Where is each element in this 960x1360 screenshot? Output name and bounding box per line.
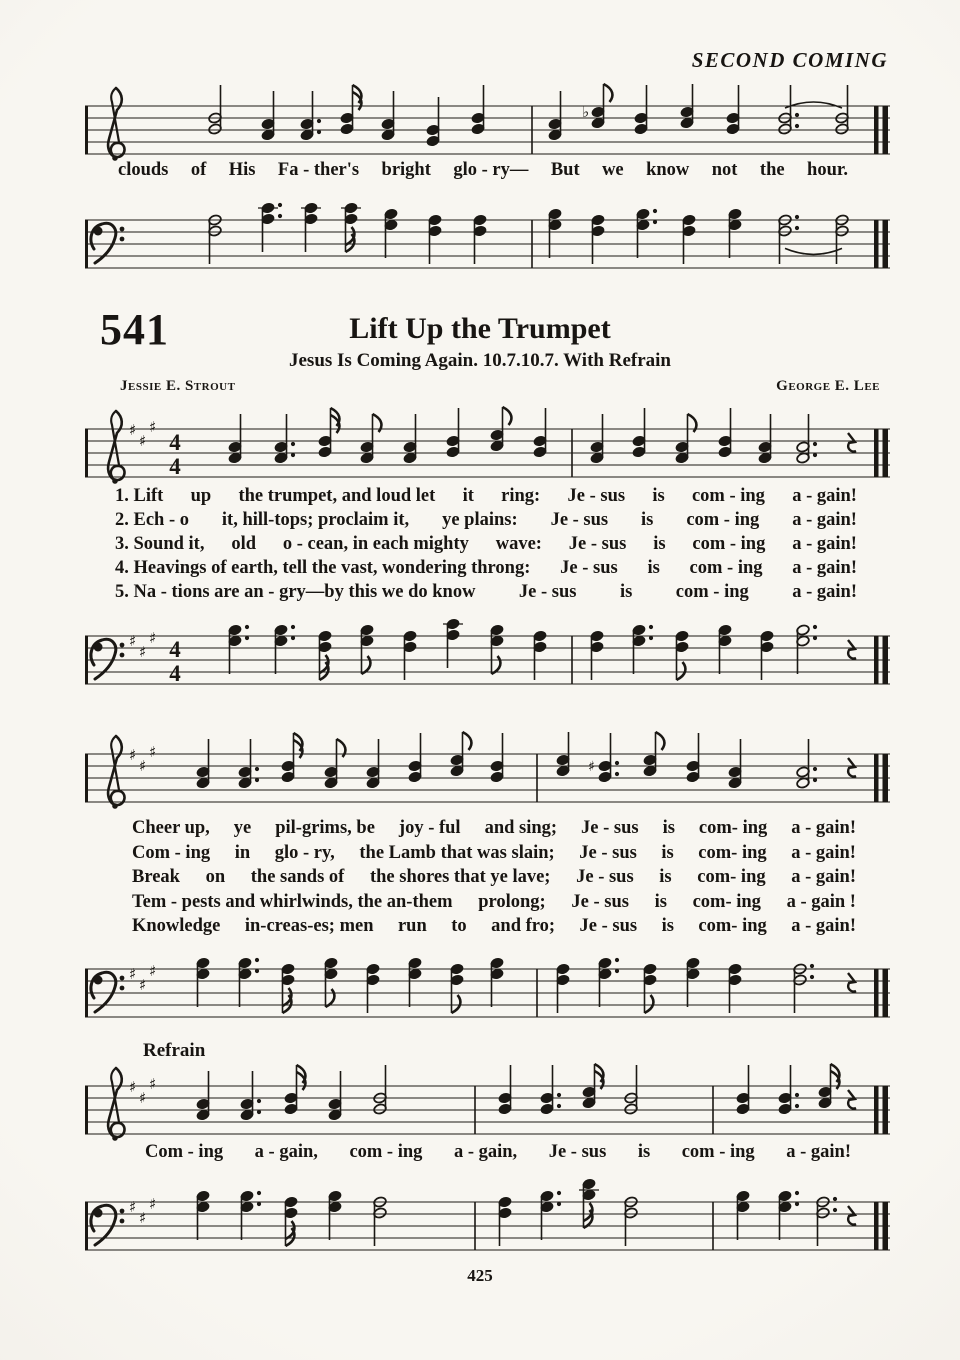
lyric-token: a - gain! [792,558,857,578]
lyric-token: a - gain! [792,486,857,506]
lyric-token: a - gain ! [786,892,856,912]
lyric-token: is [653,534,666,554]
lyric-token: Com - ing [132,843,211,863]
lyric-token: and fro; [491,916,556,936]
verse2-line-1 [132,818,856,839]
verse-line-5 [115,582,857,603]
lyric-token: is [641,510,654,530]
svg-text:♯: ♯ [149,743,157,761]
hymn-number: 541 [100,305,169,354]
svg-text:4: 4 [169,454,181,479]
lyric-token: prolong; [478,892,546,912]
lyric-token: is [659,867,672,887]
lyric-token: know [646,160,690,180]
svg-text:♭: ♭ [582,103,590,121]
lyric-line-continuation [118,160,848,181]
lyric-token: the shores that ye lave; [369,867,551,887]
lyric-token: 5. Na - tions are an - gry—by this we do know [115,582,476,602]
lyric-token: is [662,818,675,838]
verse2-line-5 [132,916,856,937]
lyric-token: run [397,916,427,936]
verse-line-2 [115,510,857,531]
lyric-token: com- ing [692,892,761,912]
svg-text:♯: ♯ [139,757,147,775]
lyric-token: ring: [501,486,541,506]
lyric-token: pil-grims, be [275,818,375,838]
lyric-token: Cheer up, [132,818,210,838]
lyric-token: glo - ry, [274,843,335,863]
lyric-token: a - gain! [791,818,856,838]
lyric-token: is [661,916,674,936]
lyric-token: com - ing [349,1142,423,1162]
svg-text:4: 4 [169,430,181,455]
lyric-token: Break [132,867,180,887]
verse-line-4 [115,558,857,579]
lyric-token: 3. Sound it, [115,534,205,554]
lyric-token: glo - ry— [453,160,529,180]
lyric-token: com - ing [686,510,760,530]
svg-text:♯: ♯ [139,1089,147,1107]
lyric-token: it [462,486,474,506]
lyric-token: Fa - ther's [277,160,360,180]
hymn-meter-subtitle: Jesus Is Coming Again. 10.7.10.7. With Refrain [289,350,671,371]
lyric-token: a - gain! [792,534,857,554]
lyric-token: ye plains: [442,510,518,530]
lyric-token: com- ing [698,916,767,936]
staff-verse-treble [85,405,890,493]
verse2-line-3 [132,867,856,888]
lyric-token: com - ing [675,582,749,602]
lyric-token: Je - sus [581,818,639,838]
lyric-token: Je - sus [571,892,629,912]
lyric-token: is [637,1142,651,1162]
lyric-token: Tem - pests and whirlwinds, the an-them [132,892,453,912]
lyric-token: a - gain! [786,1142,851,1162]
svg-text:♯: ♯ [139,976,147,994]
lyric-token: a - gain, [453,1142,518,1162]
lyric-token: com- ing [698,843,767,863]
svg-text:♯: ♯ [149,629,157,647]
lyric-token: is [654,892,667,912]
lyric-token: Je - sus [567,486,626,506]
lyric-token: the sands of [250,867,345,887]
verse-line-1 [115,486,857,507]
lyric-token: is [647,558,660,578]
lyric-token: old [231,534,256,554]
lyric-line-refrain [145,1142,851,1163]
lyric-token: 4. Heavings of earth, tell the vast, wondering throng: [115,558,531,578]
lyric-token: joy - ful [398,818,461,838]
lyric-token: it, hill-tops; proclaim it, [221,510,410,530]
author-composer: George E. Lee [776,378,880,394]
svg-text:4: 4 [169,661,181,686]
lyric-token: Je - sus [548,1142,607,1162]
svg-text:♯: ♯ [129,1078,137,1096]
lyric-token: com - ing [681,1142,755,1162]
lyric-token: is [661,843,674,863]
lyric-token: wave: [495,534,542,554]
refrain-label: Refrain [143,1040,206,1061]
svg-text:♯: ♯ [588,759,595,775]
staff-continuation-bass [85,196,890,284]
svg-text:♯: ♯ [129,1198,137,1216]
lyric-token: o - cean, in each mighty [282,534,469,554]
lyric-token: the Lamb that was slain; [359,843,555,863]
svg-text:♯: ♯ [129,746,137,764]
staff-verse-bass [85,612,890,700]
lyric-token: to [451,916,467,936]
lyric-token: and sing; [484,818,558,838]
staff-verse2-bass [85,945,890,1033]
lyric-token: not [711,160,738,180]
svg-text:♯: ♯ [129,965,137,983]
lyric-token: Je - sus [518,582,577,602]
staff-continuation-treble [85,82,890,170]
lyric-token: in [234,843,251,863]
svg-text:♯: ♯ [139,432,147,450]
staff-refrain-treble [85,1062,890,1150]
lyric-token: Je - sus [579,916,638,936]
lyric-token: bright [381,160,431,180]
lyric-token: 1. Lift [115,486,164,506]
svg-text:♯: ♯ [149,418,157,436]
author-lyricist: Jessie E. Strout [120,378,236,394]
lyric-token: the [759,160,785,180]
lyric-token: on [205,867,226,887]
lyric-token: Je - sus [579,843,637,863]
lyric-token: com- ing [697,867,766,887]
lyric-token: is [652,486,665,506]
lyric-token: we [602,160,624,180]
lyric-token: com - ing [692,534,766,554]
lyric-token: up [190,486,212,506]
lyric-token: Je - sus [550,510,609,530]
staff-verse2-treble [85,730,890,818]
svg-text:♯: ♯ [149,1195,157,1213]
verse2-line-2 [132,843,856,864]
lyric-token: clouds [118,160,169,180]
lyric-token: the trumpet, and loud let [238,486,436,506]
lyric-token: a - gain, [254,1142,318,1162]
hymn-title: Lift Up the Trumpet [349,312,611,345]
lyric-token: in-creas-es; men [244,916,374,936]
lyric-token: of [190,160,207,180]
lyric-token: Knowledge [132,916,221,936]
lyric-token: ye [233,818,252,838]
verse-line-3 [115,534,857,555]
svg-text:♯: ♯ [139,1209,147,1227]
lyric-token: com - ing [689,558,763,578]
lyric-token: is [619,582,633,602]
lyric-token: com - ing [691,486,765,506]
page-number: 425 [467,1266,493,1285]
svg-text:♯: ♯ [129,421,137,439]
lyric-token: a - gain! [792,510,857,530]
lyric-token: Je - sus [560,558,618,578]
lyric-token: Com - ing [145,1142,224,1162]
svg-text:♯: ♯ [149,1075,157,1093]
lyric-token: a - gain! [792,582,857,602]
lyric-token: 2. Ech - o [115,510,189,530]
svg-text:♯: ♯ [129,632,137,650]
lyric-token: a - gain! [791,843,856,863]
lyric-token: a - gain! [791,916,856,936]
lyric-token: a - gain! [791,867,856,887]
staff-refrain-bass [85,1178,890,1266]
lyric-token: His [228,160,256,180]
lyric-token: Je - sus [576,867,634,887]
lyric-token: hour. [807,160,848,180]
verse2-line-4 [132,892,856,913]
svg-text:4: 4 [169,637,181,662]
running-head-category: SECOND COMING [691,48,888,72]
lyric-token: Je - sus [568,534,627,554]
lyric-token: com- ing [698,818,768,838]
lyric-token: But [550,160,580,180]
svg-text:♯: ♯ [139,643,147,661]
svg-text:♯: ♯ [149,962,157,980]
